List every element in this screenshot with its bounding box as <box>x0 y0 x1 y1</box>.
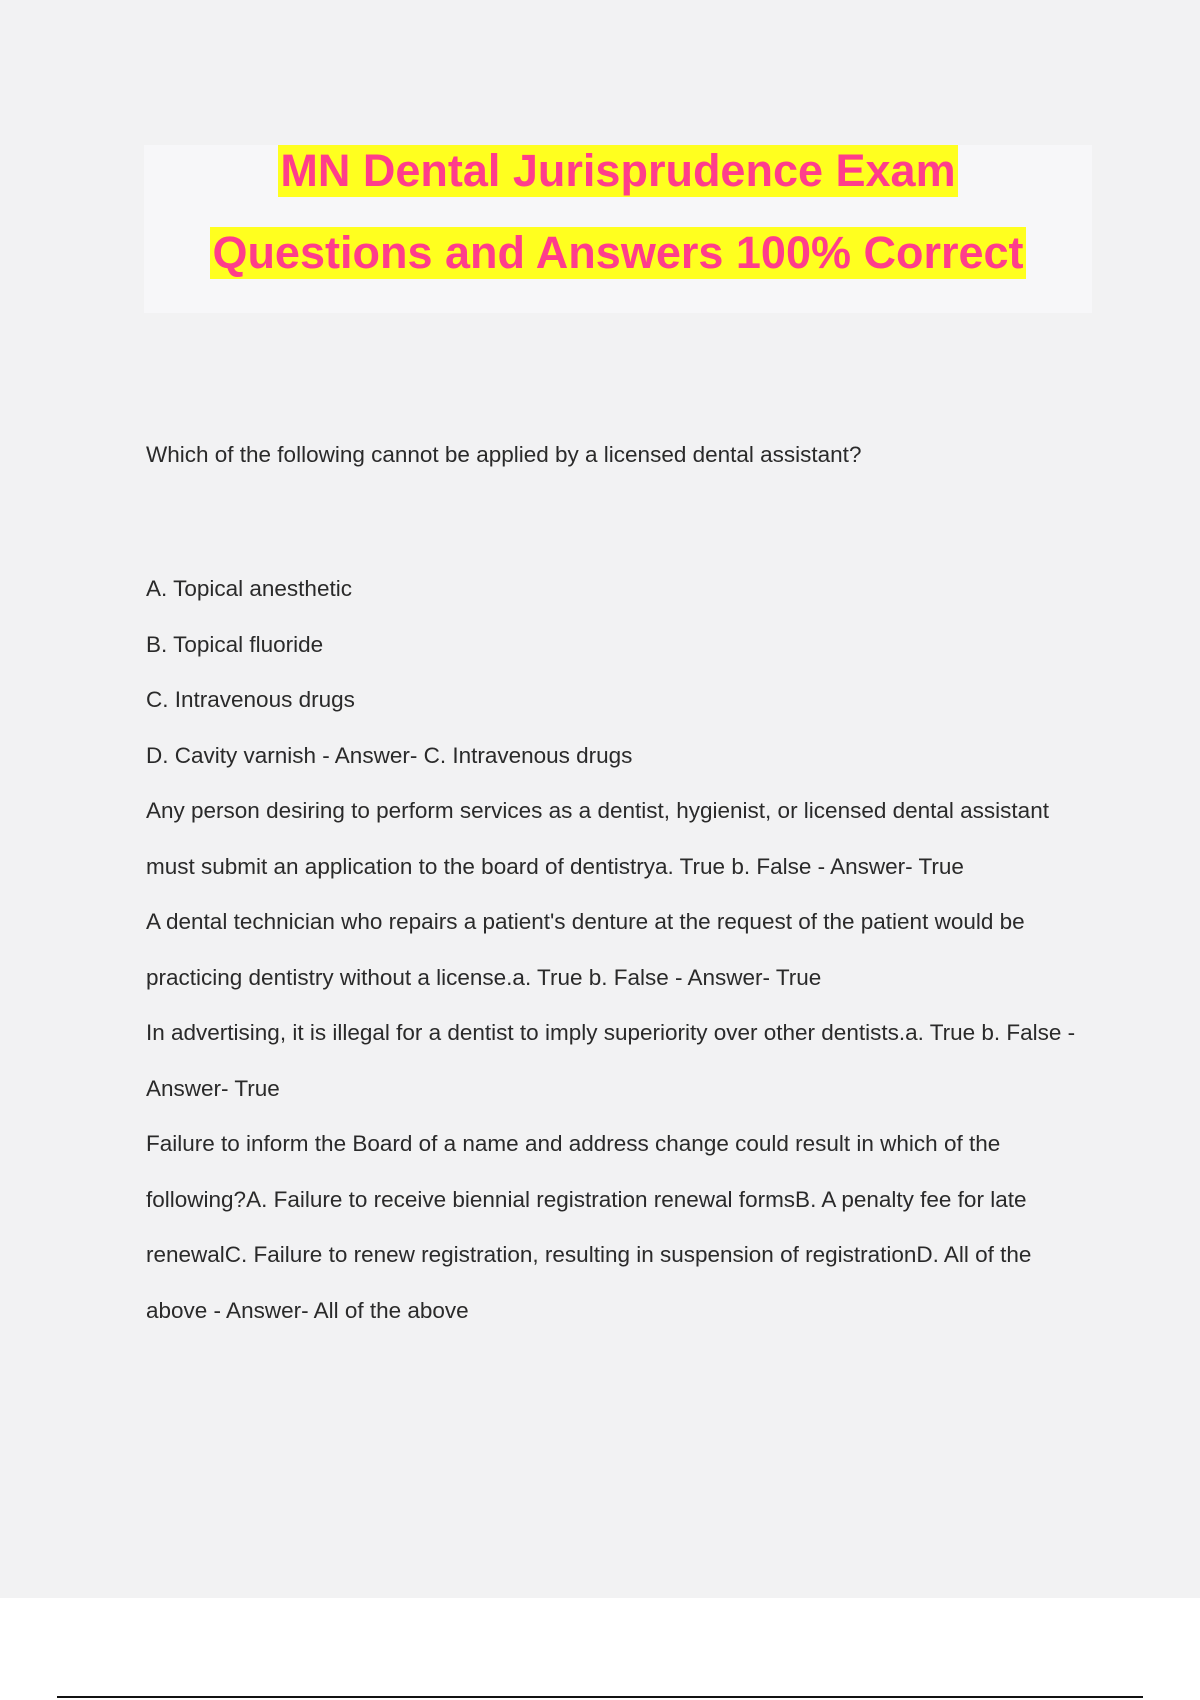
title-block <box>144 145 1092 313</box>
question-paragraph-advertising: In advertising, it is illegal for a dentist to imply superiority over other dentists.a. True b. False - Answer- True <box>146 1020 1076 1101</box>
footer-divider <box>57 1696 1143 1698</box>
document-title-line-1: MN Dental Jurisprudence Exam <box>280 145 956 196</box>
question-paragraph-address-change: Failure to inform the Board of a name and address change could result in which of the following?A. Failure to receive biennial registration renewal formsB. A penalty fee for late renewalC. Failure to renew registration, resulting in suspension of registrationD. All of the above - Answer- All of the above <box>146 1131 1032 1323</box>
question-paragraph-application: Any person desiring to perform services as a dentist, hygienist, or licensed dental assistant must submit an application to the board of dentistrya. True b. False - Answer- True <box>146 798 1049 879</box>
spacer <box>146 476 1086 561</box>
question-paragraph-denture: A dental technician who repairs a patient's denture at the request of the patient would be practicing dentistry without a license.a. True b. False - Answer- True <box>146 909 1025 990</box>
document-body <box>146 434 1086 1338</box>
answer-option-c: C. Intravenous drugs <box>146 687 355 712</box>
question-prompt: Which of the following cannot be applied by a licensed dental assistant? <box>146 442 862 467</box>
answer-option-a: A. Topical anesthetic <box>146 576 352 601</box>
document-title-line-2: Questions and Answers 100% Correct <box>212 227 1024 278</box>
answer-option-d: D. Cavity varnish - Answer- C. Intravenous drugs <box>146 742 633 768</box>
answer-option-b: B. Topical fluoride <box>146 631 324 657</box>
